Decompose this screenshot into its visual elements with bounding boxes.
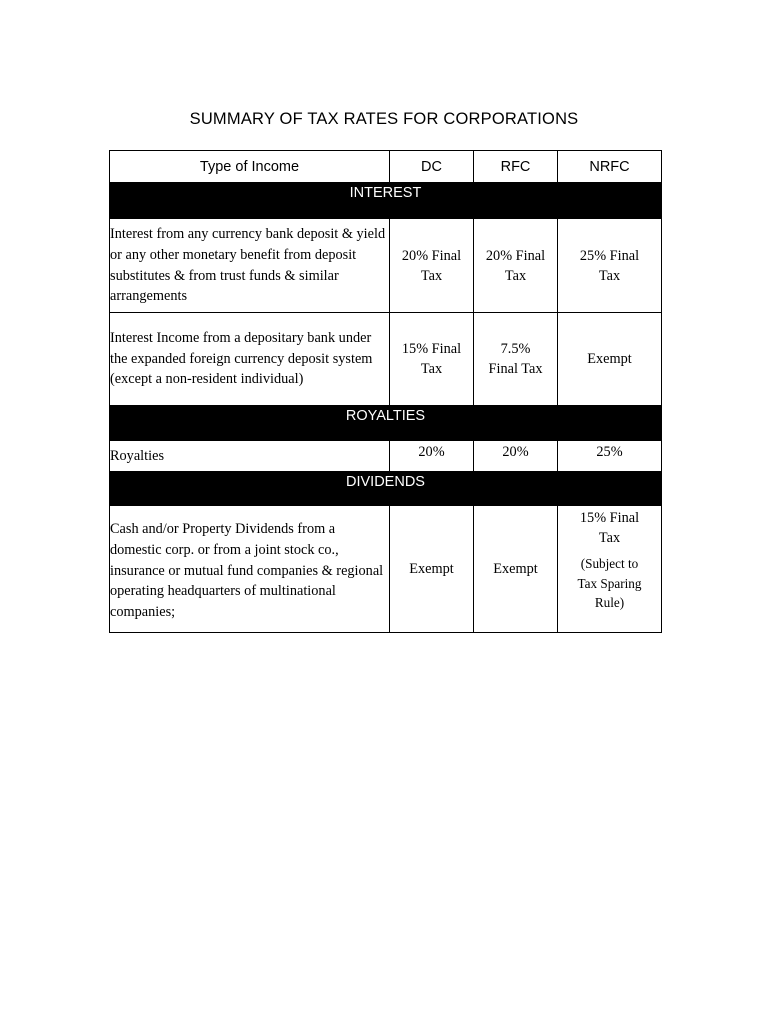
dc-rate-cell bbox=[390, 313, 474, 406]
header-dc: DC bbox=[390, 151, 474, 183]
dc-rate-line2: Tax bbox=[420, 267, 443, 284]
note-line2: Tax Sparing bbox=[577, 575, 642, 591]
note-line3: Rule) bbox=[594, 595, 625, 610]
section-heading-interest: INTEREST bbox=[110, 183, 662, 219]
header-type-of-income: Type of Income bbox=[110, 151, 390, 183]
nrfc-rate-line1: 15% Final bbox=[579, 510, 640, 526]
table-row bbox=[110, 441, 662, 472]
table-row bbox=[110, 506, 662, 633]
dc-rate-line1: 20% Final bbox=[401, 247, 462, 264]
nrfc-rate-line2: Tax bbox=[598, 267, 621, 284]
document-title: SUMMARY OF TAX RATES FOR CORPORATIONS bbox=[189, 110, 579, 128]
dc-rate-line2: Tax bbox=[420, 361, 443, 377]
nrfc-rate-line1: 25% Final bbox=[579, 247, 640, 264]
section-heading-royalties: ROYALTIES bbox=[110, 406, 662, 441]
section-row-dividends bbox=[110, 472, 662, 506]
rfc-rate-line2: Final Tax bbox=[488, 361, 543, 377]
nrfc-rate-cell: 25% bbox=[558, 441, 662, 472]
dc-rate-cell bbox=[390, 219, 474, 313]
dc-rate-cell: Exempt bbox=[390, 506, 474, 633]
rfc-rate-cell: 20% bbox=[474, 441, 558, 472]
nrfc-rate-cell bbox=[558, 219, 662, 313]
rfc-rate-cell bbox=[474, 219, 558, 313]
tax-rates-table bbox=[109, 150, 662, 633]
rfc-rate-line1: 7.5% bbox=[500, 341, 531, 357]
table-header-row bbox=[110, 151, 662, 183]
section-row-royalties bbox=[110, 406, 662, 441]
dc-rate-cell: 20% bbox=[390, 441, 474, 472]
header-nrfc: NRFC bbox=[558, 151, 662, 183]
nrfc-rate-cell bbox=[558, 506, 662, 633]
tax-sparing-note bbox=[558, 554, 661, 613]
income-description: Royalties bbox=[110, 441, 390, 472]
rfc-rate-line1: 20% Final bbox=[485, 247, 546, 264]
income-description: Cash and/or Property Dividends from a domestic corp. or from a joint stock co., insurance or mutual fund companies & regional operating headquarters of multinational companies; bbox=[110, 506, 390, 633]
nrfc-rate-cell: Exempt bbox=[558, 313, 662, 406]
table-row bbox=[110, 313, 662, 406]
dc-rate-line1: 15% Final bbox=[401, 341, 462, 357]
rfc-rate-cell bbox=[474, 313, 558, 406]
rfc-rate-line2: Tax bbox=[504, 267, 527, 284]
note-line1: (Subject to bbox=[580, 556, 639, 571]
nrfc-rate-line2: Tax bbox=[598, 530, 621, 546]
income-description: Interest Income from a depositary bank under the expanded foreign currency deposit system (except a non-resident individual) bbox=[110, 313, 390, 406]
header-rfc: RFC bbox=[474, 151, 558, 183]
section-row-interest bbox=[110, 183, 662, 219]
section-heading-dividends: DIVIDENDS bbox=[110, 472, 662, 506]
table-row bbox=[110, 219, 662, 313]
income-description: Interest from any currency bank deposit & yield or any other monetary benefit from deposit substitutes & from trust funds & similar arrangements bbox=[110, 219, 390, 313]
rfc-rate-cell: Exempt bbox=[474, 506, 558, 633]
